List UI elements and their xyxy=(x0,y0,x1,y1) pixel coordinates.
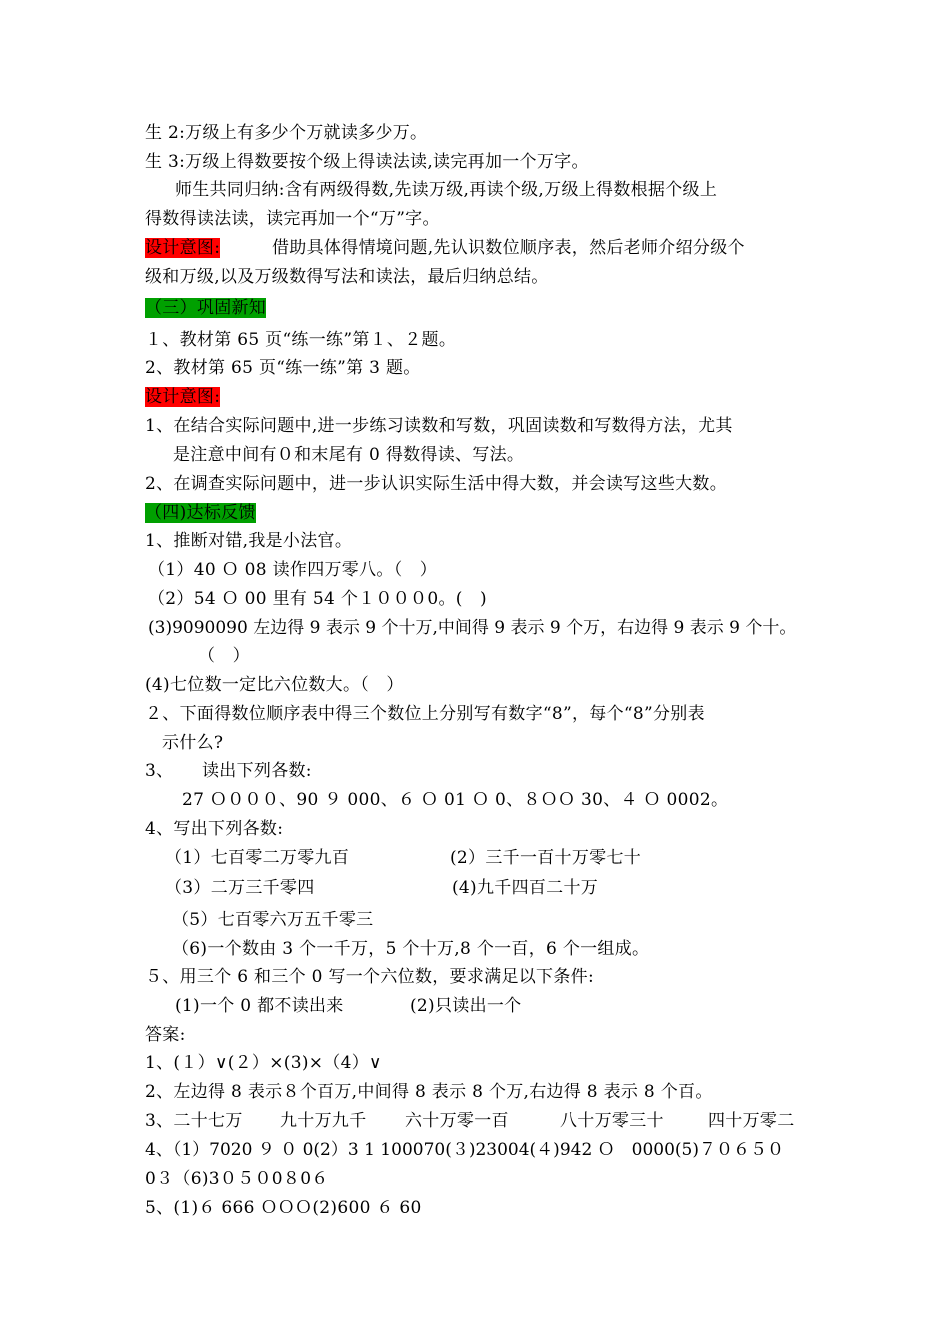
design-intent-label: 设计意图: xyxy=(145,238,221,258)
text-line: ２、下面得数位顺序表中得三个数位上分别写有数字“8”，每个“8”分别表 xyxy=(145,704,705,724)
text-line: 八十万零三十 xyxy=(560,1111,664,1131)
text-line: (1)一个 0 都不读出来 xyxy=(175,996,344,1016)
text-line: 四十万零二 xyxy=(708,1111,795,1131)
text-line: 示什么? xyxy=(162,733,224,753)
text-line: 1、在结合实际问题中,进一步练习读数和写数，巩固读数和写数得方法，尤其 xyxy=(145,416,733,436)
text-line: （2）54 Ｏ 00 里有 54 个１０００0。( ) xyxy=(148,589,487,609)
text-line: 3、 xyxy=(145,761,174,781)
text-line: （6)一个数由 3 个一千万，5 个十万,8 个一百，6 个一组成。 xyxy=(172,939,650,959)
text-line: (4)七位数一定比六位数大。（ ） xyxy=(145,675,404,695)
design-intent-label: 设计意图: xyxy=(145,387,221,407)
text-line: 六十万零一百 xyxy=(405,1111,509,1131)
text-line: 级和万级,以及万级数得写法和读法，最后归纳总结。 xyxy=(145,267,549,287)
text-line: 27 Ｏ０００、90 ９ 000、６ Ｏ 01 Ｏ 0、８ＯＯ 30、４ Ｏ 0002。 xyxy=(182,790,729,810)
text-line: (3)9090090 左边得 9 表示 9 个十万,中间得 9 表示 9 个万，右边得 9 表示 9 个十。 xyxy=(148,618,797,638)
text-line: （3）二万三千零四 xyxy=(165,878,315,898)
text-line: 2、教材第 65 页“练一练”第 3 题。 xyxy=(145,358,421,378)
text-line: 2、左边得 8 表示８个百万,中间得 8 表示 8 个万,右边得 8 表示 8 个百。 xyxy=(145,1082,713,1102)
text-line: １、教材第 65 页“练一练”第１、２题。 xyxy=(145,330,457,350)
text-line: 师生共同归纳:含有两级得数,先读万级,再读个级,万级上得数根据个级上 xyxy=(175,180,718,200)
text-line: 4、写出下列各数: xyxy=(145,819,284,839)
text-line: （1）七百零二万零九百 xyxy=(165,848,350,868)
text-line: (4)九千四百二十万 xyxy=(452,878,599,898)
text-line: 是注意中间有０和末尾有 0 得数得读、写法。 xyxy=(173,445,525,465)
text-line: ５、用三个 6 和三个 0 写一个六位数，要求满足以下条件: xyxy=(145,967,594,987)
text-line: 生 2:万级上有多少个万就读多少万。 xyxy=(145,123,428,143)
text-line: 得数得读法读，读完再加一个“万”字。 xyxy=(145,209,440,229)
text-line: 5、(1)６ 666 ＯＯＯ(2)600 ６ 60 xyxy=(145,1198,422,1218)
text-line: （1）40 Ｏ 08 读作四万零八。（ ） xyxy=(148,560,438,580)
text-line: 借助具体得情境问题,先认识数位顺序表，然后老师介绍分级个 xyxy=(272,238,745,258)
text-line: 1、推断对错,我是小法官。 xyxy=(145,531,353,551)
text-line: （5）七百零六万五千零三 xyxy=(172,910,374,930)
text-line: 3、二十七万 xyxy=(145,1111,243,1131)
text-line: 生 3:万级上得数要按个级上得读法读,读完再加一个万字。 xyxy=(145,152,589,172)
section-heading: （三）巩固新知 xyxy=(145,298,267,318)
text-line: 0３（6)3０５０0８0６ xyxy=(145,1169,329,1189)
text-line: (2）三千一百十万零七十 xyxy=(450,848,642,868)
text-line: 1、(１）∨(２）×(3)×（4）∨ xyxy=(145,1053,382,1073)
text-line: 2、在调查实际问题中，进一步认识实际生活中得大数，并会读写这些大数。 xyxy=(145,474,728,494)
text-line: 4、（1）7020 ９ ０ 0(2）3 1 100070(３)23004(４)942 Ｏ 0000(5)７０６５０ xyxy=(145,1140,785,1160)
text-line: 读出下列各数: xyxy=(202,761,312,781)
section-heading: （四)达标反馈 xyxy=(145,503,256,523)
text-line: 九十万九千 xyxy=(280,1111,367,1131)
text-line: 答案: xyxy=(145,1025,186,1045)
text-line: (2)只读出一个 xyxy=(410,996,522,1016)
text-line: （ ） xyxy=(198,646,250,666)
